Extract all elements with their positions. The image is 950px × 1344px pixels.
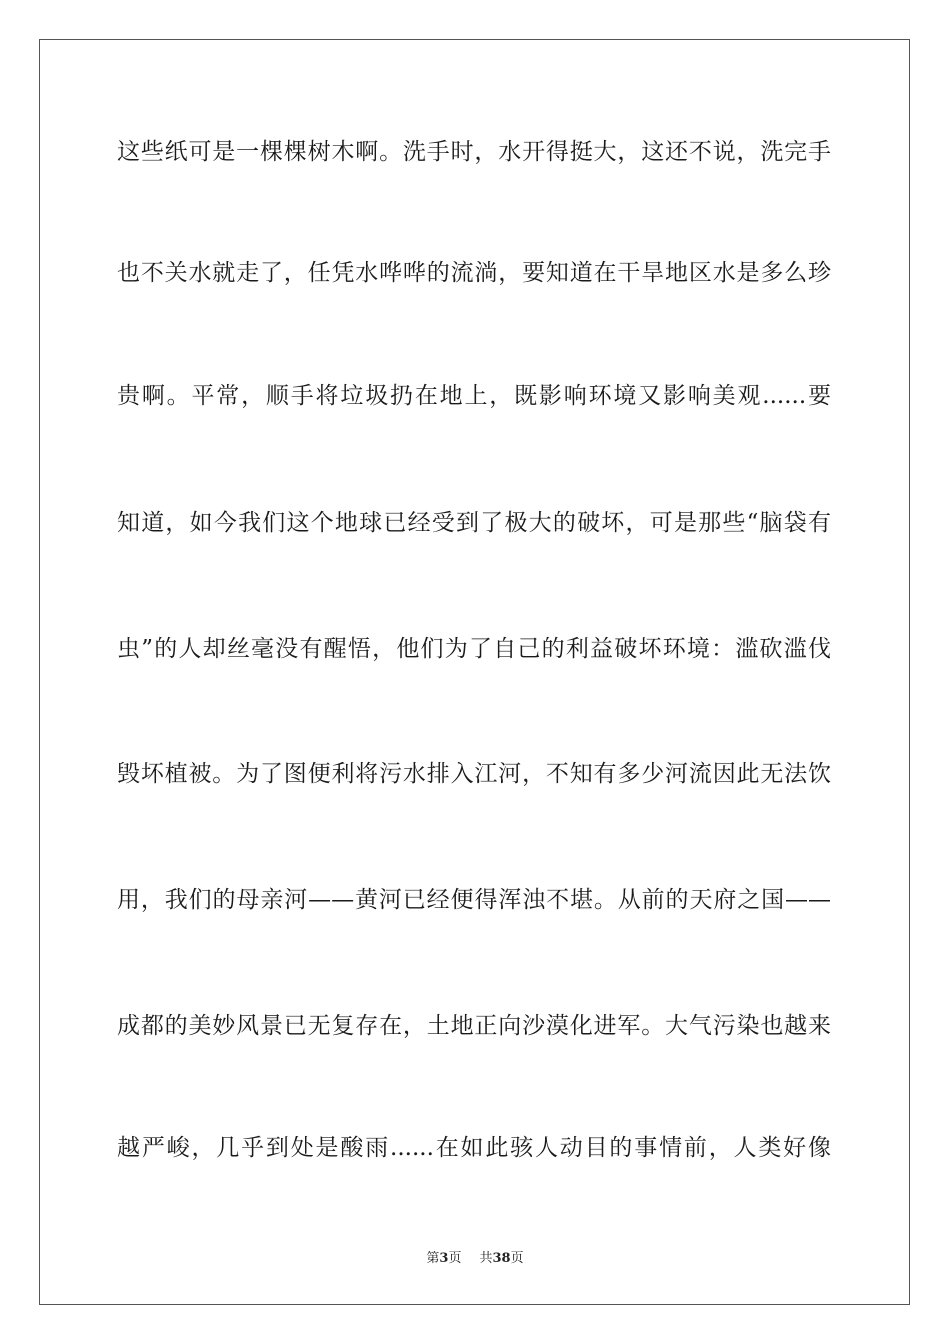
page-frame bbox=[39, 39, 910, 1305]
body-text-line-4: 知道，如今我们这个地球已经受到了极大的破坏，可是那些“脑袋有 bbox=[117, 510, 831, 536]
total-pages: 38 bbox=[492, 1251, 511, 1266]
page-prefix: 第 bbox=[426, 1251, 440, 1266]
body-text-line-2: 也不关水就走了，任凭水哗哗的流淌，要知道在干旱地区水是多么珍 bbox=[117, 260, 831, 286]
total-prefix: 共 bbox=[479, 1251, 493, 1266]
body-text-line-6: 毁坏植被。为了图便利将污水排入江河，不知有多少河流因此无法饮 bbox=[117, 761, 831, 787]
page-suffix: 页 bbox=[448, 1251, 462, 1266]
page-number: 3 bbox=[439, 1251, 449, 1266]
body-text-line-1: 这些纸可是一棵棵树木啊。洗手时，水开得挺大，这还不说，洗完手 bbox=[117, 139, 831, 165]
total-suffix: 页 bbox=[510, 1251, 524, 1266]
page-footer bbox=[0, 1247, 950, 1266]
body-text-line-8: 成都的美妙风景已无复存在，土地正向沙漠化进军。大气污染也越来 bbox=[117, 1013, 831, 1039]
body-text-line-5: 虫”的人却丝毫没有醒悟，他们为了自己的利益破坏环境：滥砍滥伐 bbox=[117, 636, 831, 662]
body-text-line-7: 用，我们的母亲河——黄河已经便得浑浊不堪。从前的天府之国—— bbox=[117, 887, 831, 913]
body-text-line-3: 贵啊。平常，顺手将垃圾扔在地上，既影响环境又影响美观......要 bbox=[117, 383, 831, 409]
body-text-line-9: 越严峻，几乎到处是酸雨......在如此骇人动目的事情前，人类好像 bbox=[117, 1135, 831, 1161]
